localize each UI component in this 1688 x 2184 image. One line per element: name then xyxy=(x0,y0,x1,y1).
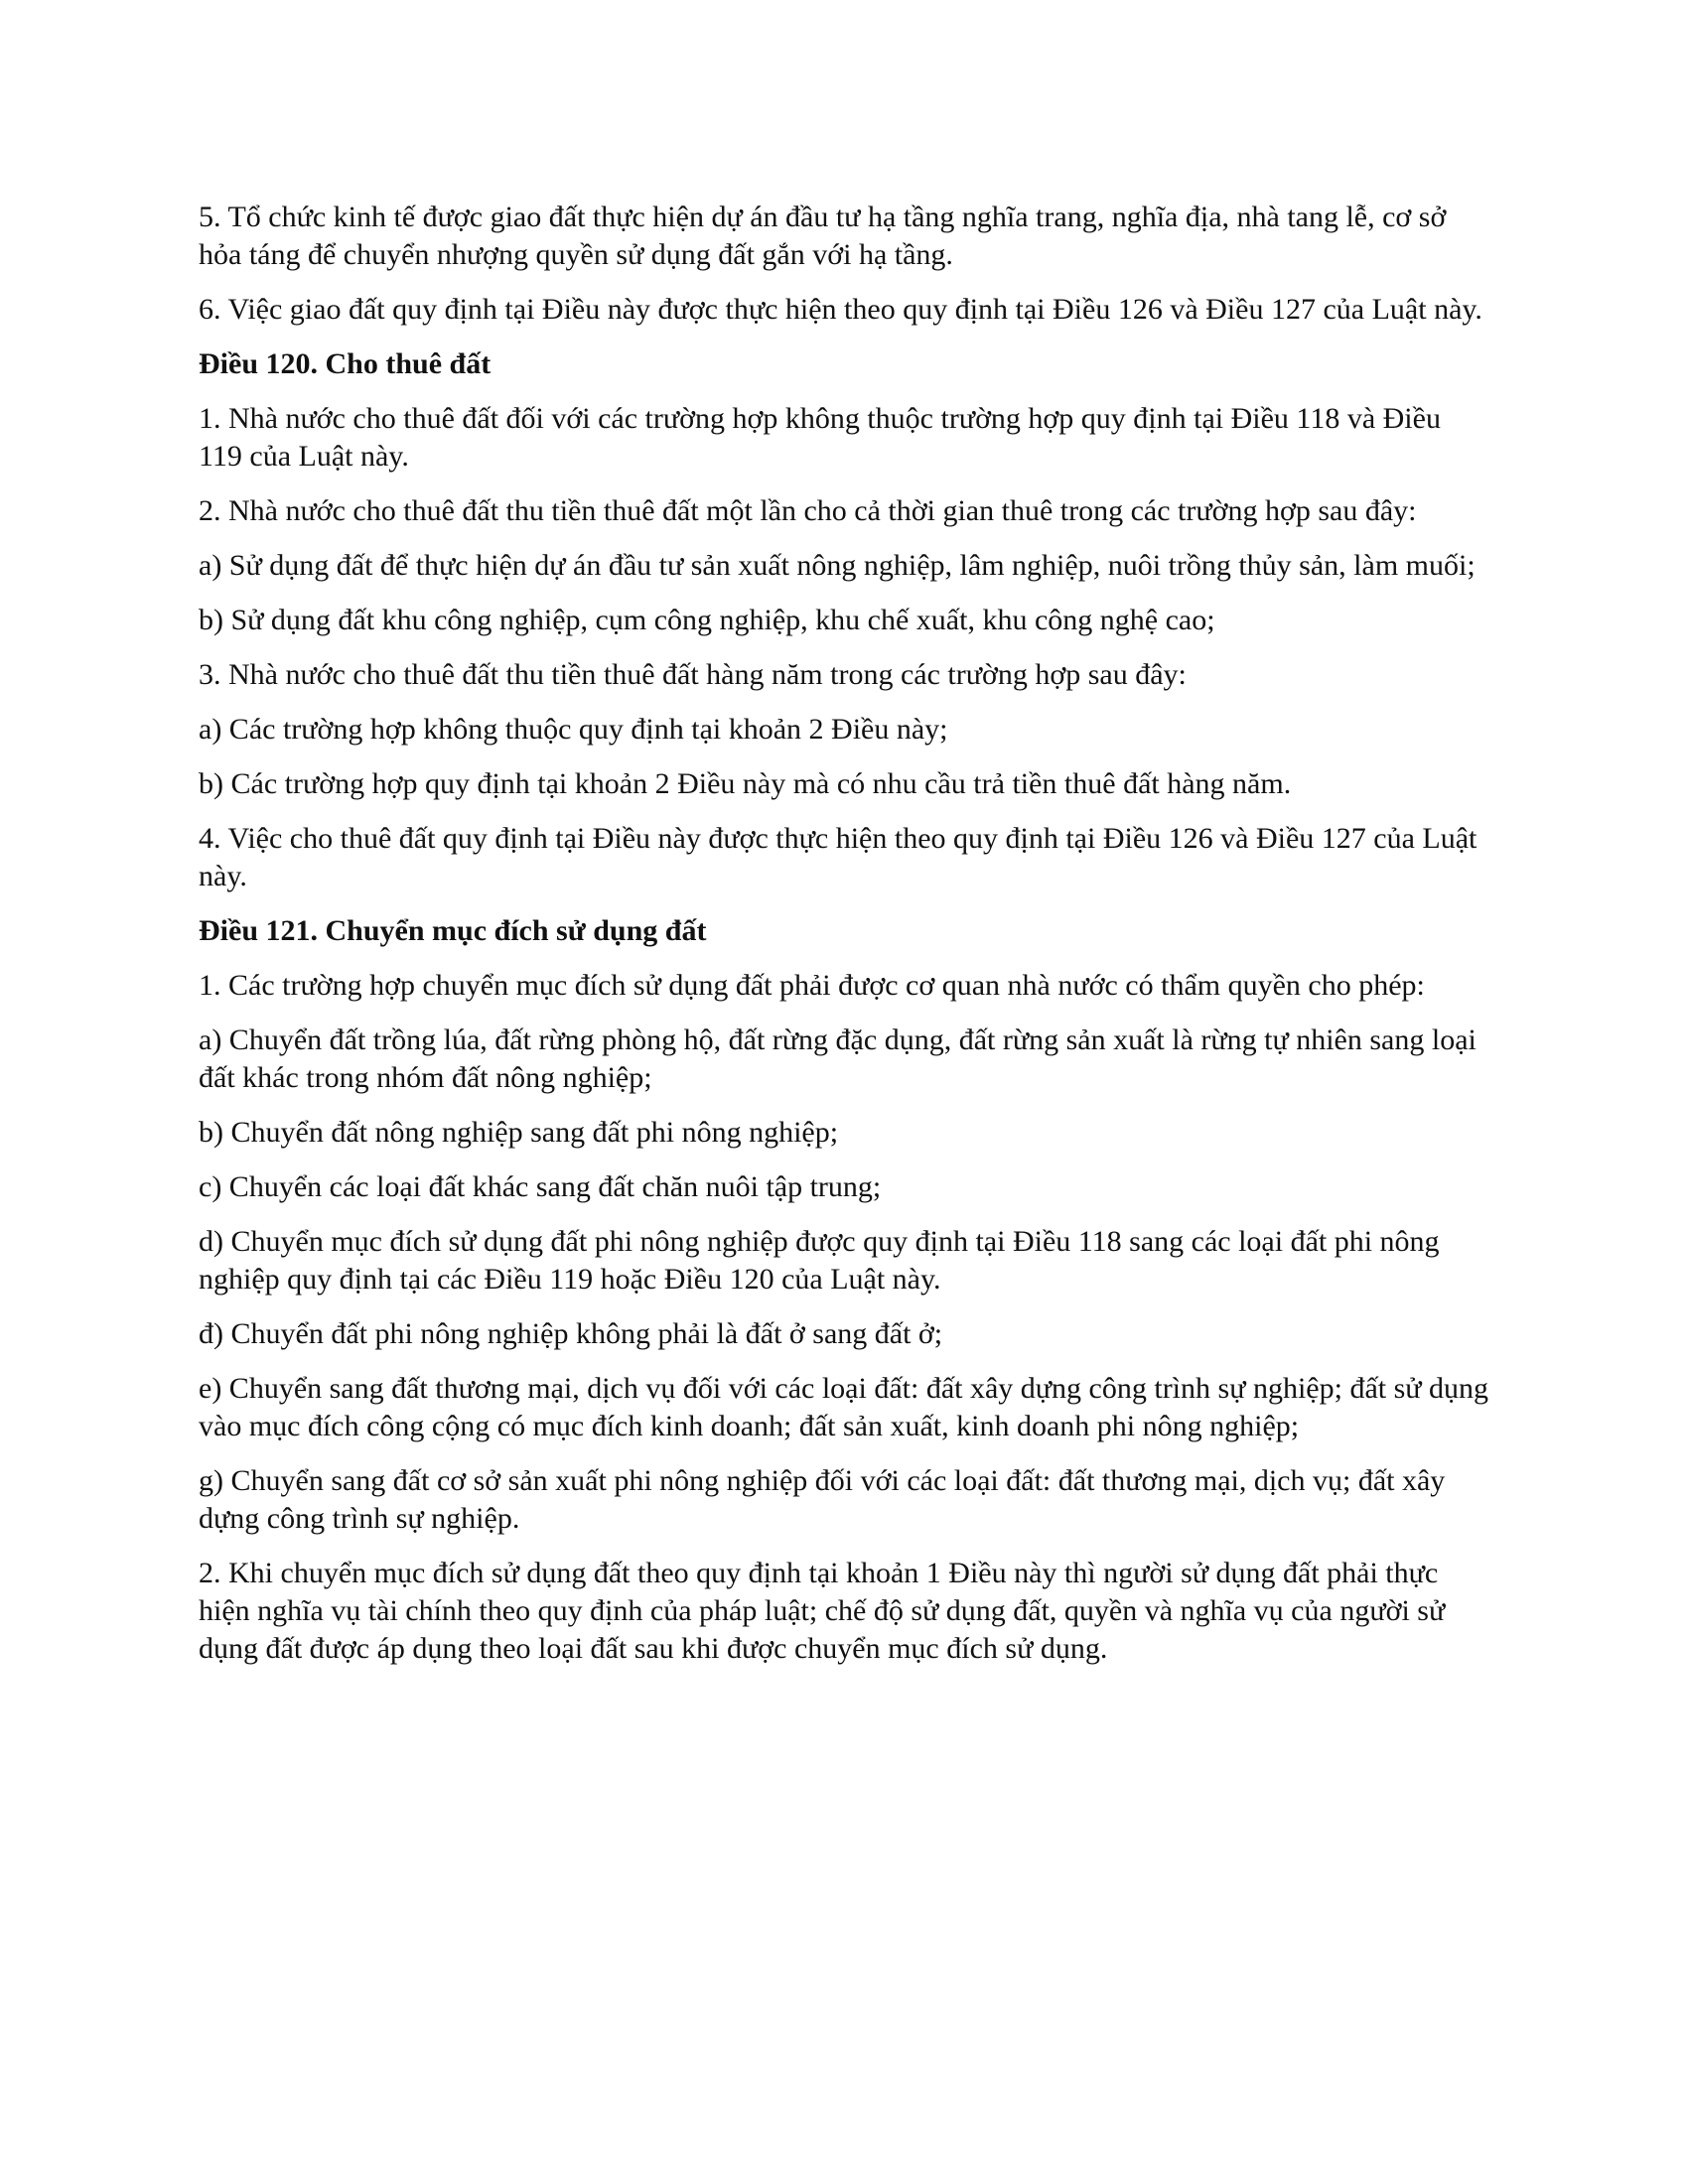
paragraph-120-3: 3. Nhà nước cho thuê đất thu tiền thuê đất hàng năm trong các trường hợp sau đây: xyxy=(199,658,1187,691)
document-page xyxy=(199,199,1489,1685)
paragraph-121-1e: e) Chuyển sang đất thương mại, dịch vụ đối với các loại đất: đất xây dựng công trình sự nghiệp; đất sử dụng vào mục đích công cộng có mục đích kinh doanh; đất sản xuất, kinh doanh phi nông nghiệp; xyxy=(199,1372,1489,1442)
paragraph-giao-dat-6: 6. Việc giao đất quy định tại Điều này được thực hiện theo quy định tại Điều 126 và Điều 127 của Luật này. xyxy=(199,293,1482,326)
article-heading-120: Điều 120. Cho thuê đất xyxy=(199,347,492,380)
article-heading-121: Điều 121. Chuyển mục đích sử dụng đất xyxy=(199,914,707,947)
paragraph-120-3b: b) Các trường hợp quy định tại khoản 2 Điều này mà có nhu cầu trả tiền thuê đất hàng năm. xyxy=(199,767,1292,800)
paragraph-121-1: 1. Các trường hợp chuyển mục đích sử dụng đất phải được cơ quan nhà nước có thẩm quyền cho phép: xyxy=(199,969,1425,1002)
paragraph-120-2b: b) Sử dụng đất khu công nghiệp, cụm công nghiệp, khu chế xuất, khu công nghệ cao; xyxy=(199,604,1215,636)
paragraph-120-3a: a) Các trường hợp không thuộc quy định tại khoản 2 Điều này; xyxy=(199,713,948,746)
paragraph-120-2a: a) Sử dụng đất để thực hiện dự án đầu tư sản xuất nông nghiệp, lâm nghiệp, nuôi trồng thủy sản, làm muối; xyxy=(199,549,1476,582)
paragraph-121-1b: b) Chuyển đất nông nghiệp sang đất phi nông nghiệp; xyxy=(199,1116,839,1149)
paragraph-121-1d: d) Chuyển mục đích sử dụng đất phi nông nghiệp được quy định tại Điều 118 sang các loại đất phi nông nghiệp quy định tại các Điều 119 hoặc Điều 120 của Luật này. xyxy=(199,1225,1440,1296)
paragraph-120-1: 1. Nhà nước cho thuê đất đối với các trường hợp không thuộc trường hợp quy định tại Điều 118 và Điều 119 của Luật này. xyxy=(199,402,1441,473)
paragraph-121-1dd: đ) Chuyển đất phi nông nghiệp không phải là đất ở sang đất ở; xyxy=(199,1317,943,1350)
paragraph-120-4: 4. Việc cho thuê đất quy định tại Điều này được thực hiện theo quy định tại Điều 126 và Điều 127 của Luật này. xyxy=(199,822,1477,892)
paragraph-giao-dat-5: 5. Tổ chức kinh tế được giao đất thực hiện dự án đầu tư hạ tầng nghĩa trang, nghĩa địa, nhà tang lễ, cơ sở hỏa táng để chuyển nhượng quyền sử dụng đất gắn với hạ tầng. xyxy=(199,201,1447,271)
paragraph-121-1a: a) Chuyển đất trồng lúa, đất rừng phòng hộ, đất rừng đặc dụng, đất rừng sản xuất là rừng tự nhiên sang loại đất khác trong nhóm đất nông nghiệp; xyxy=(199,1024,1477,1094)
paragraph-121-2: 2. Khi chuyển mục đích sử dụng đất theo quy định tại khoản 1 Điều này thì người sử dụng đất phải thực hiện nghĩa vụ tài chính theo quy định của pháp luật; chế độ sử dụng đất, quyền và nghĩa vụ của người sử dụng đất được áp dụng theo loại đất sau khi được chuyển mục đích sử dụng. xyxy=(199,1557,1446,1665)
paragraph-121-1c: c) Chuyển các loại đất khác sang đất chăn nuôi tập trung; xyxy=(199,1170,882,1203)
paragraph-120-2: 2. Nhà nước cho thuê đất thu tiền thuê đất một lần cho cả thời gian thuê trong các trường hợp sau đây: xyxy=(199,494,1417,527)
paragraph-121-1g: g) Chuyển sang đất cơ sở sản xuất phi nông nghiệp đối với các loại đất: đất thương mại, dịch vụ; đất xây dựng công trình sự nghiệp. xyxy=(199,1464,1446,1535)
